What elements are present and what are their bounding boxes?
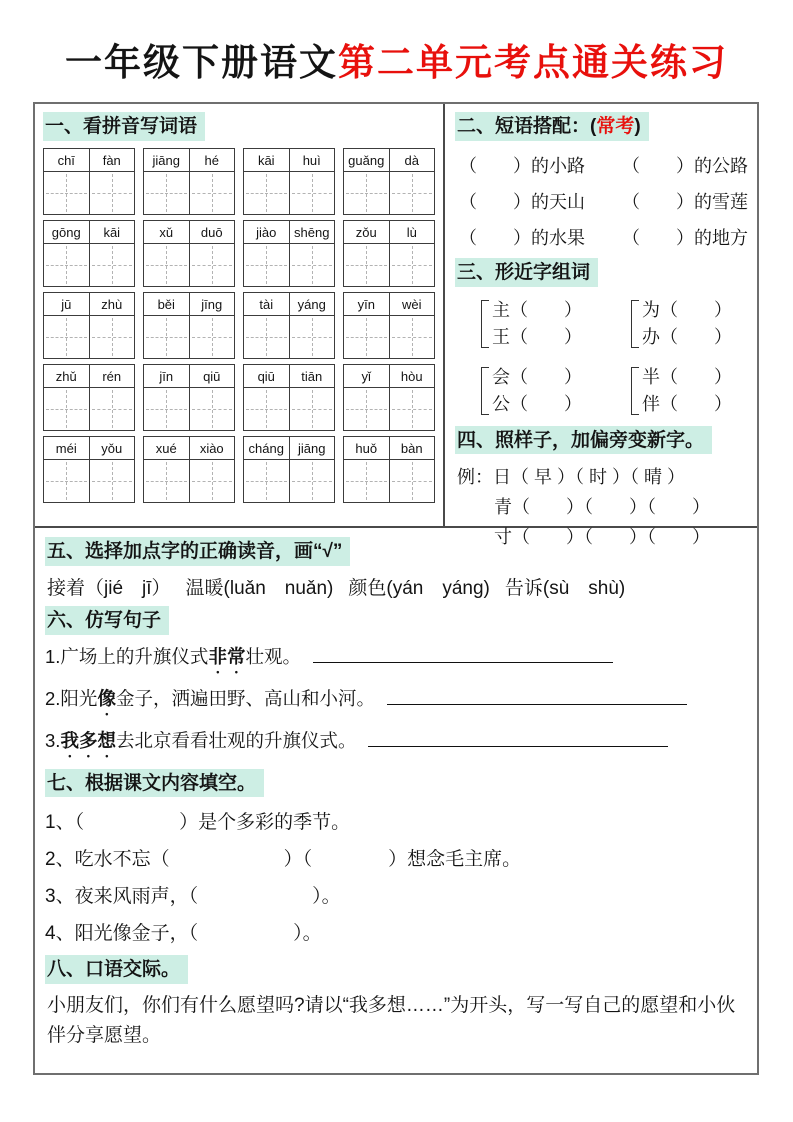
pinyin-syllable: huǒ [355, 440, 378, 456]
pinyin-syllable: yīn [357, 296, 375, 312]
pinyin-syllable: kāi [89, 221, 135, 243]
bracket [481, 300, 489, 348]
pinyin-syllables [144, 149, 234, 172]
pinyin-syllables [44, 293, 134, 316]
pinyin-syllable: qiū [257, 368, 275, 384]
pinyin-syllables [144, 437, 234, 460]
writing-cell [389, 244, 435, 286]
pinyin-syllable: xiào [189, 437, 235, 459]
pinyin-block [43, 364, 135, 431]
fill-blank-line: 4、阳光像金子，（ ）。 [45, 923, 322, 945]
sentence-pre: 2.阳光 [45, 687, 98, 709]
pinyin-block [143, 148, 235, 215]
writing-squares [44, 244, 134, 286]
writing-squares [44, 172, 134, 214]
pinyin-block [243, 220, 335, 287]
pinyin-syllable: jiào [256, 224, 277, 240]
writing-squares [344, 244, 434, 286]
sentence-post: 去北京看看壮观的升旗仪式。 [115, 729, 357, 751]
title-highlight: 第二单元考点通关练习 [338, 42, 728, 83]
sentence-emphasis: 非常 [208, 645, 246, 667]
writing-squares [144, 172, 234, 214]
radical-lines [455, 492, 751, 552]
writing-cell [289, 388, 335, 430]
phrase-item: （ ）的公路 [622, 155, 748, 176]
pinyin-syllables [144, 221, 234, 244]
pinyin-syllable: zhù [89, 293, 135, 315]
bracket [631, 300, 639, 348]
pinyin-syllable: yáng [289, 293, 335, 315]
pinyin-syllable: hé [189, 149, 235, 171]
pair-lines [492, 297, 582, 351]
pinyin-block [243, 364, 335, 431]
writing-cell [89, 316, 135, 358]
writing-cell [144, 460, 189, 502]
pronunciation-item: 温暖(luǎn nuǎn) [185, 577, 334, 599]
worksheet-title [0, 32, 793, 86]
writing-squares [244, 316, 334, 358]
sentence-post: 金子，洒遍田野、高山和小河。 [115, 687, 375, 709]
writing-cell [144, 388, 189, 430]
writing-cell [389, 172, 435, 214]
char-pair-group [481, 364, 631, 418]
writing-cell [244, 316, 289, 358]
section-four-heading: 四、照样子，加偏旁变新字。 [455, 426, 712, 455]
pinyin-block [143, 292, 235, 359]
sentence-emphasis: 像 [97, 687, 116, 709]
writing-squares [144, 460, 234, 502]
pinyin-syllable: yǒu [89, 437, 135, 459]
pinyin-syllable: zǒu [355, 224, 377, 240]
pinyin-syllable: jū [61, 296, 72, 312]
pinyin-row [43, 364, 435, 431]
pronunciation-item: 颜色(yán yáng) [348, 577, 490, 599]
pinyin-block [243, 148, 335, 215]
writing-cell [244, 244, 289, 286]
pinyin-syllables [44, 365, 134, 388]
pinyin-syllable: yǐ [361, 368, 371, 384]
oral-communication-prompt: 小朋友们，你们有什么愿望吗?请以“我多想……”为开头，写一写自己的愿望和小伙伴分享愿望。 [47, 995, 736, 1047]
right-column [445, 104, 757, 548]
pinyin-row [43, 148, 435, 215]
writing-cell [389, 388, 435, 430]
writing-squares [44, 388, 134, 430]
fill-blank-line: 2、吃水不忘（ ）（ ）想念毛主席。 [45, 849, 522, 871]
writing-cell [344, 316, 389, 358]
writing-squares [44, 460, 134, 502]
pinyin-syllable: rén [89, 365, 135, 387]
writing-cell [189, 244, 235, 286]
writing-cell [89, 172, 135, 214]
pinyin-syllables [344, 365, 434, 388]
pinyin-block [143, 364, 235, 431]
pair-line: 办（ ） [642, 326, 732, 347]
pinyin-row [43, 220, 435, 287]
pinyin-syllables [244, 149, 334, 172]
writing-cell [389, 460, 435, 502]
pair-line: 为（ ） [642, 299, 732, 320]
section-three [455, 258, 751, 418]
sentence-pre: 3. [45, 729, 61, 751]
writing-cell [289, 244, 335, 286]
pinyin-syllables [344, 437, 434, 460]
pair-lines [642, 364, 732, 418]
pinyin-row [43, 292, 435, 359]
pinyin-syllable: hòu [389, 365, 435, 387]
pinyin-syllable: kāi [257, 152, 275, 168]
pinyin-syllables [344, 221, 434, 244]
writing-squares [344, 460, 434, 502]
pinyin-syllable: wèi [389, 293, 435, 315]
section-five-heading: 五、选择加点字的正确读音，画“√” [45, 537, 350, 566]
pinyin-syllable: jiāng [152, 152, 180, 168]
pinyin-block [143, 220, 235, 287]
writing-cell [189, 460, 235, 502]
pinyin-block [243, 292, 335, 359]
pinyin-syllable: guǎng [348, 152, 385, 168]
writing-cell [144, 172, 189, 214]
pinyin-block [343, 436, 435, 503]
char-pair-group [631, 364, 751, 418]
char-pair-group [631, 297, 751, 351]
pinyin-syllable: bàn [389, 437, 435, 459]
pinyin-syllable: jīng [189, 293, 235, 315]
writing-squares [244, 172, 334, 214]
sentence-line [45, 685, 745, 719]
section-six [45, 606, 745, 761]
sentence-emphasis: 我多想 [60, 729, 116, 751]
answer-writing-lines [45, 1066, 745, 1075]
section-eight [45, 955, 745, 1052]
section-seven [45, 769, 745, 946]
pinyin-block [43, 292, 135, 359]
radical-line: 寸（ ）（ ）（ ） [494, 527, 710, 548]
pair-line: 王（ ） [492, 326, 582, 347]
pinyin-syllable: tiān [289, 365, 335, 387]
pinyin-block [43, 148, 135, 215]
sentence-pre: 1.广场上的升旗仪式 [45, 645, 209, 667]
writing-squares [344, 172, 434, 214]
writing-cell [89, 244, 135, 286]
sentence-post: 壮观。 [245, 645, 301, 667]
pronunciation-item: 接着（jié jī） [47, 577, 171, 599]
section-four [455, 426, 751, 553]
phrase-item: （ ）的小路 [459, 155, 585, 176]
pinyin-syllables [344, 149, 434, 172]
pinyin-syllable: chī [57, 152, 75, 168]
pinyin-syllable: zhǔ [55, 368, 77, 384]
writing-cell [189, 388, 235, 430]
bracket [631, 367, 639, 415]
pinyin-syllable: xǔ [159, 224, 174, 240]
phrase-item: （ ）的天山 [459, 191, 585, 212]
writing-squares [44, 316, 134, 358]
pinyin-syllable: shēng [289, 221, 335, 243]
writing-cell [44, 244, 89, 286]
writing-cell [44, 388, 89, 430]
writing-cell [89, 388, 135, 430]
phrase-item: （ ）的地方 [622, 227, 748, 248]
pinyin-syllable: duō [189, 221, 235, 243]
writing-squares [244, 244, 334, 286]
pinyin-syllable: dà [389, 149, 435, 171]
pinyin-syllable: jīn [159, 368, 174, 384]
pinyin-syllables [144, 365, 234, 388]
writing-cell [44, 316, 89, 358]
section-seven-heading: 七、根据课文内容填空。 [45, 769, 264, 798]
writing-cell [244, 172, 289, 214]
pinyin-syllable: xué [155, 440, 177, 456]
pinyin-block [43, 220, 135, 287]
pinyin-block [143, 436, 235, 503]
writing-cell [144, 316, 189, 358]
fill-blank-line: 1、（ ）是个多彩的季节。 [45, 812, 351, 834]
writing-cell [289, 316, 335, 358]
bracket [481, 367, 489, 415]
section-three-heading: 三、形近字组词 [455, 258, 598, 287]
pinyin-syllables [244, 437, 334, 460]
writing-squares [344, 388, 434, 430]
pinyin-syllable: fàn [89, 149, 135, 171]
pinyin-block [343, 148, 435, 215]
writing-squares [144, 244, 234, 286]
pinyin-syllable: méi [55, 440, 77, 456]
writing-squares [344, 316, 434, 358]
writing-squares [144, 316, 234, 358]
pinyin-syllables [244, 365, 334, 388]
pinyin-syllables [244, 221, 334, 244]
writing-cell [189, 172, 235, 214]
phrase-match-grid [459, 152, 751, 250]
pinyin-syllables [44, 221, 134, 244]
pinyin-syllable: huì [289, 149, 335, 171]
pinyin-syllables [144, 293, 234, 316]
top-area [35, 104, 757, 548]
pinyin-block [43, 436, 135, 503]
pinyin-block [343, 292, 435, 359]
writing-cell [244, 460, 289, 502]
char-pair-group [481, 297, 631, 351]
sentence-line [45, 727, 745, 761]
writing-cell [344, 244, 389, 286]
pinyin-syllable: gōng [51, 224, 81, 240]
pinyin-syllables [344, 293, 434, 316]
pair-lines [492, 364, 582, 418]
pinyin-block [343, 220, 435, 287]
answer-underline [387, 686, 687, 705]
phrase-item: （ ）的雪莲 [622, 191, 748, 212]
pinyin-block [343, 364, 435, 431]
section-one [35, 104, 445, 526]
pair-lines [642, 297, 732, 351]
writing-line [45, 1066, 745, 1075]
similar-char-grid [481, 297, 751, 418]
writing-cell [89, 460, 135, 502]
writing-cell [344, 460, 389, 502]
writing-cell [389, 316, 435, 358]
section-two [455, 112, 751, 250]
fill-blank-lines [45, 807, 745, 945]
answer-underline [368, 728, 668, 747]
changkao-tag: 常考 [596, 116, 635, 137]
writing-squares [244, 460, 334, 502]
radical-line: 青（ ）（ ）（ ） [494, 497, 710, 518]
pinyin-syllable: běi [157, 296, 175, 312]
pair-line: 半（ ） [642, 366, 732, 387]
writing-squares [244, 388, 334, 430]
pinyin-syllable: lù [389, 221, 435, 243]
bottom-area [35, 528, 757, 1075]
worksheet-frame [33, 102, 759, 1075]
section-eight-heading: 八、口语交际。 [45, 955, 188, 984]
section-one-heading: 一、看拼音写词语 [43, 112, 205, 141]
writing-cell [344, 172, 389, 214]
pair-line: 公（ ） [492, 393, 582, 414]
answer-underline [313, 644, 613, 663]
pinyin-row [43, 436, 435, 503]
pinyin-syllable: tài [259, 296, 274, 312]
writing-cell [289, 460, 335, 502]
pinyin-syllables [44, 437, 134, 460]
writing-cell [189, 316, 235, 358]
pinyin-syllables [244, 293, 334, 316]
pronunciation-item: 告诉(sù shù) [504, 577, 626, 599]
pronunciation-line [47, 573, 745, 600]
writing-cell [44, 172, 89, 214]
writing-cell [244, 388, 289, 430]
fill-blank-line: 3、夜来风雨声，（ ）。 [45, 886, 341, 908]
pair-line: 伴（ ） [642, 393, 732, 414]
pinyin-syllables [44, 149, 134, 172]
section-six-heading: 六、仿写句子 [45, 606, 169, 635]
writing-cell [344, 388, 389, 430]
pinyin-syllable: cháng [248, 440, 284, 456]
writing-cell [44, 460, 89, 502]
writing-cell [144, 244, 189, 286]
pinyin-syllable: jiāng [289, 437, 335, 459]
pinyin-block [243, 436, 335, 503]
section-two-heading: 二、短语搭配：(常考) [455, 112, 649, 141]
pair-line: 主（ ） [492, 299, 582, 320]
pair-line: 会（ ） [492, 366, 582, 387]
pinyin-syllable: qiū [189, 365, 235, 387]
radical-example-line: 例：日（ 早 ）（ 时 ）（ 晴 ） [457, 467, 686, 488]
pinyin-grid [43, 148, 435, 503]
sentence-line [45, 643, 745, 677]
sentence-imitation-lines [45, 643, 745, 761]
writing-squares [144, 388, 234, 430]
title-prefix: 一年级下册语文 [65, 42, 338, 83]
phrase-item: （ ）的水果 [459, 227, 585, 248]
writing-cell [289, 172, 335, 214]
